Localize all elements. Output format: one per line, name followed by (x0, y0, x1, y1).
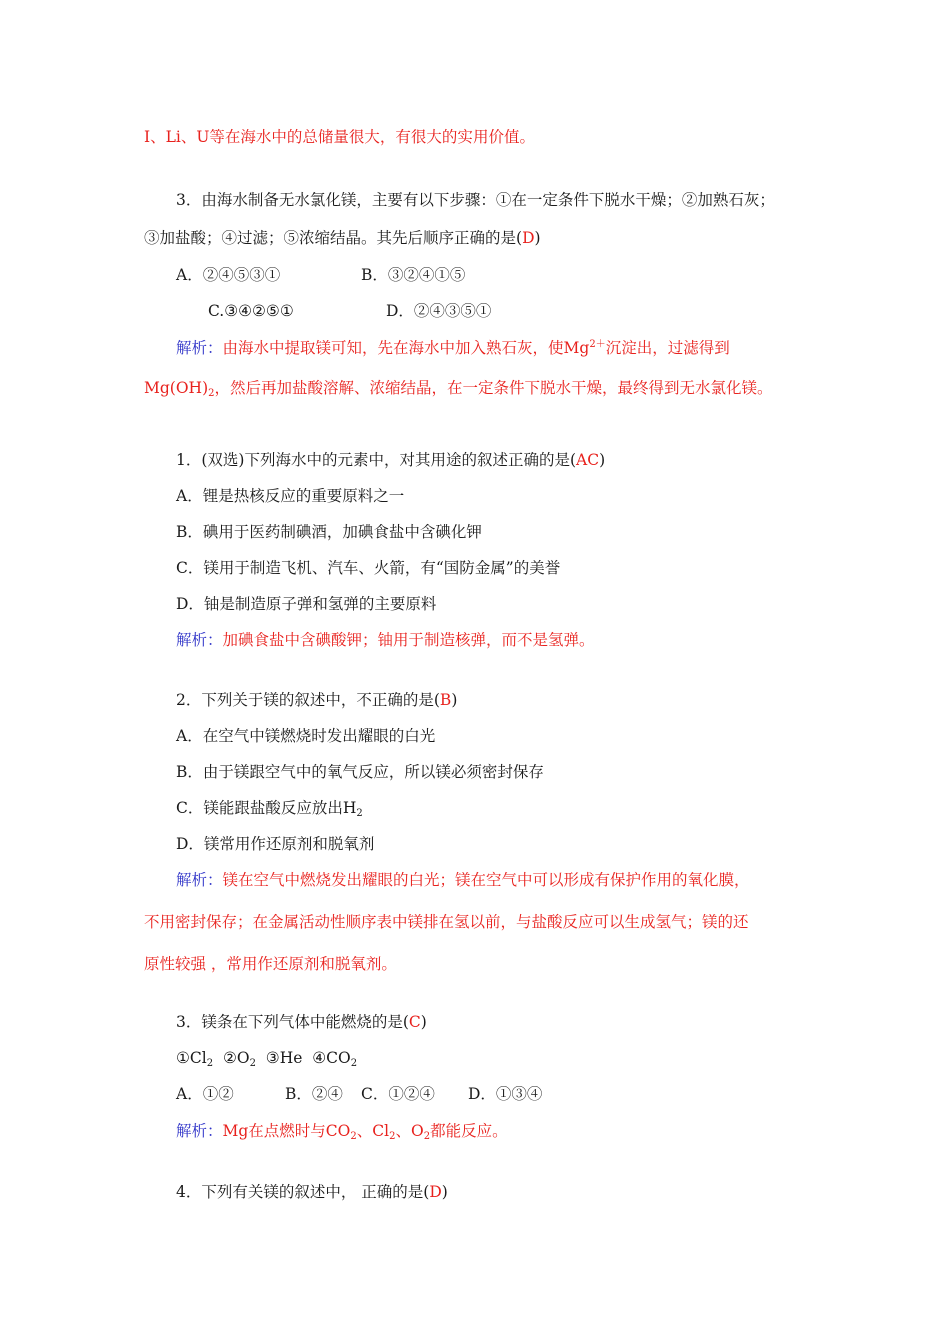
q2-option-a: A．在空气中镁燃烧时发出耀眼的白光 (176, 727, 436, 745)
q3b-analysis-text-b: 、Cl (356, 1122, 390, 1140)
q4-close: ) (441, 1183, 448, 1201)
q2-analysis-label: 解析： (176, 871, 223, 889)
q3b-stem-text: 3．镁条在下列气体中能燃烧的是( (176, 1013, 409, 1031)
q2-stem (176, 690, 457, 710)
q4-answer: D (429, 1183, 442, 1201)
q3b-gas-2: ②O (222, 1049, 250, 1067)
q2-option-b: B．由于镁跟空气中的氧气反应，所以镁必须密封保存 (176, 763, 544, 781)
q1-stem (176, 450, 605, 470)
q2-stem-text: 2．下列关于镁的叙述中，不正确的是( (176, 691, 440, 709)
q3a-analysis-text-2a: Mg(OH) (144, 379, 209, 397)
q3b-option-b: B．②④ (285, 1085, 343, 1103)
q4-stem (176, 1182, 448, 1202)
q3a-analysis-sub: 2 (208, 388, 215, 399)
q1-analysis-label: 解析： (176, 631, 223, 649)
q3a-answer: D (522, 229, 535, 247)
q1-analysis-text: 加碘食盐中含碘酸钾；铀用于制造核弹，而不是氢弹。 (222, 631, 595, 649)
q3a-stem-text: ③加盐酸；④过滤；⑤浓缩结晶。其先后顺序正确的是( (144, 229, 523, 247)
q3a-option-b: B．③②④①⑤ (361, 266, 466, 284)
q2-analysis-text-1: 镁在空气中燃烧发出耀眼的白光；镁在空气中可以形成有保护作用的氧化膜， (222, 871, 750, 889)
q3b-analysis-sub-2: 2 (389, 1131, 396, 1142)
q2-analysis-line3: 原性较强 ，常用作还原剂和脱氧剂。 (144, 955, 397, 973)
q3a-option-c: C.③④②⑤① (208, 302, 294, 320)
q3a-analysis-text-1b: 沉淀出，过滤得到 (605, 339, 730, 357)
q1-analysis (176, 630, 595, 650)
q2-analysis-line1 (176, 870, 750, 890)
q3a-option-d: D．②④③⑤① (386, 302, 492, 320)
intro-text: I、Li、U等在海水中的总储量很大，有很大的实用价值。 (144, 128, 535, 146)
q2-analysis-line2: 不用密封保存；在金属活动性顺序表中镁排在氢以前，与盐酸反应可以生成氢气；镁的还 (144, 913, 749, 931)
q2-answer: B (439, 691, 452, 709)
q4-stem-text: 4．下列有关镁的叙述中， 正确的是( (176, 1183, 430, 1201)
q1-option-a: A．锂是热核反应的重要原料之一 (176, 487, 405, 505)
q3a-analysis-line2 (144, 378, 773, 398)
q3b-analysis-text-c: 、O (395, 1122, 424, 1140)
q3b-gas-4: ④CO (312, 1049, 351, 1067)
q2-option-d: D．镁常用作还原剂和脱氧剂 (176, 835, 375, 853)
q3b-gas-4-sub: 2 (350, 1058, 358, 1069)
q3b-option-c: C．①②④ (361, 1085, 435, 1103)
q3a-stem-line2 (144, 228, 541, 248)
q2-option-c (176, 798, 363, 818)
q1-stem-text: 1．(双选)下列海水中的元素中，对其用途的叙述正确的是( (176, 451, 577, 469)
q1-close: ) (599, 451, 606, 469)
q3b-analysis-text-a: Mg在点燃时与CO (222, 1122, 351, 1140)
q2-option-c-sub: 2 (356, 808, 363, 819)
q3b-gas-3: ③He (265, 1049, 303, 1067)
q3b-analysis-sub-1: 2 (350, 1131, 357, 1142)
q3b-option-a: A．①② (176, 1085, 234, 1103)
q3b-gas-2-sub: 2 (249, 1058, 256, 1069)
q3a-analysis-text-1a: 由海水中提取镁可知，先在海水中加入熟石灰，使Mg (222, 339, 590, 357)
q3b-option-d: D．①③④ (468, 1085, 543, 1103)
q1-option-b: B．碘用于医药制碘酒，加碘食盐中含碘化钾 (176, 523, 482, 541)
q3b-close: ) (420, 1013, 427, 1031)
q3b-gas-list (176, 1048, 357, 1068)
q3b-analysis (176, 1121, 508, 1141)
q3b-gas-1: ①Cl (176, 1049, 207, 1067)
q2-close: ) (451, 691, 458, 709)
q3a-option-a: A．②④⑤③① (176, 266, 281, 284)
q3a-analysis-text-2b: ，然后再加盐酸溶解、浓缩结晶，在一定条件下脱水干燥，最终得到无水氯化镁。 (214, 379, 773, 397)
q1-option-c: C．镁用于制造飞机、汽车、火箭，有“国防金属”的美誉 (176, 559, 561, 577)
q3b-answer: C (408, 1013, 421, 1031)
q3a-analysis-sup: 2＋ (589, 339, 606, 350)
q3b-analysis-sub-3: 2 (423, 1131, 431, 1142)
q1-option-d: D．铀是制造原子弹和氢弹的主要原料 (176, 595, 437, 613)
q3a-analysis-label: 解析： (176, 339, 223, 357)
q1-answer: AC (576, 451, 600, 469)
q3b-stem (176, 1012, 427, 1032)
q2-option-c-text: C．镁能跟盐酸反应放出H (176, 799, 357, 817)
q3b-analysis-text-d: 都能反应。 (430, 1122, 508, 1140)
q3a-close: ) (534, 229, 541, 247)
q3a-analysis-line1 (176, 338, 730, 358)
q3b-gas-1-sub: 2 (206, 1058, 214, 1069)
q3b-analysis-label: 解析： (176, 1122, 223, 1140)
q3a-stem-line1: 3．由海水制备无水氯化镁，主要有以下步骤：①在一定条件下脱水干燥；②加熟石灰； (176, 191, 775, 209)
